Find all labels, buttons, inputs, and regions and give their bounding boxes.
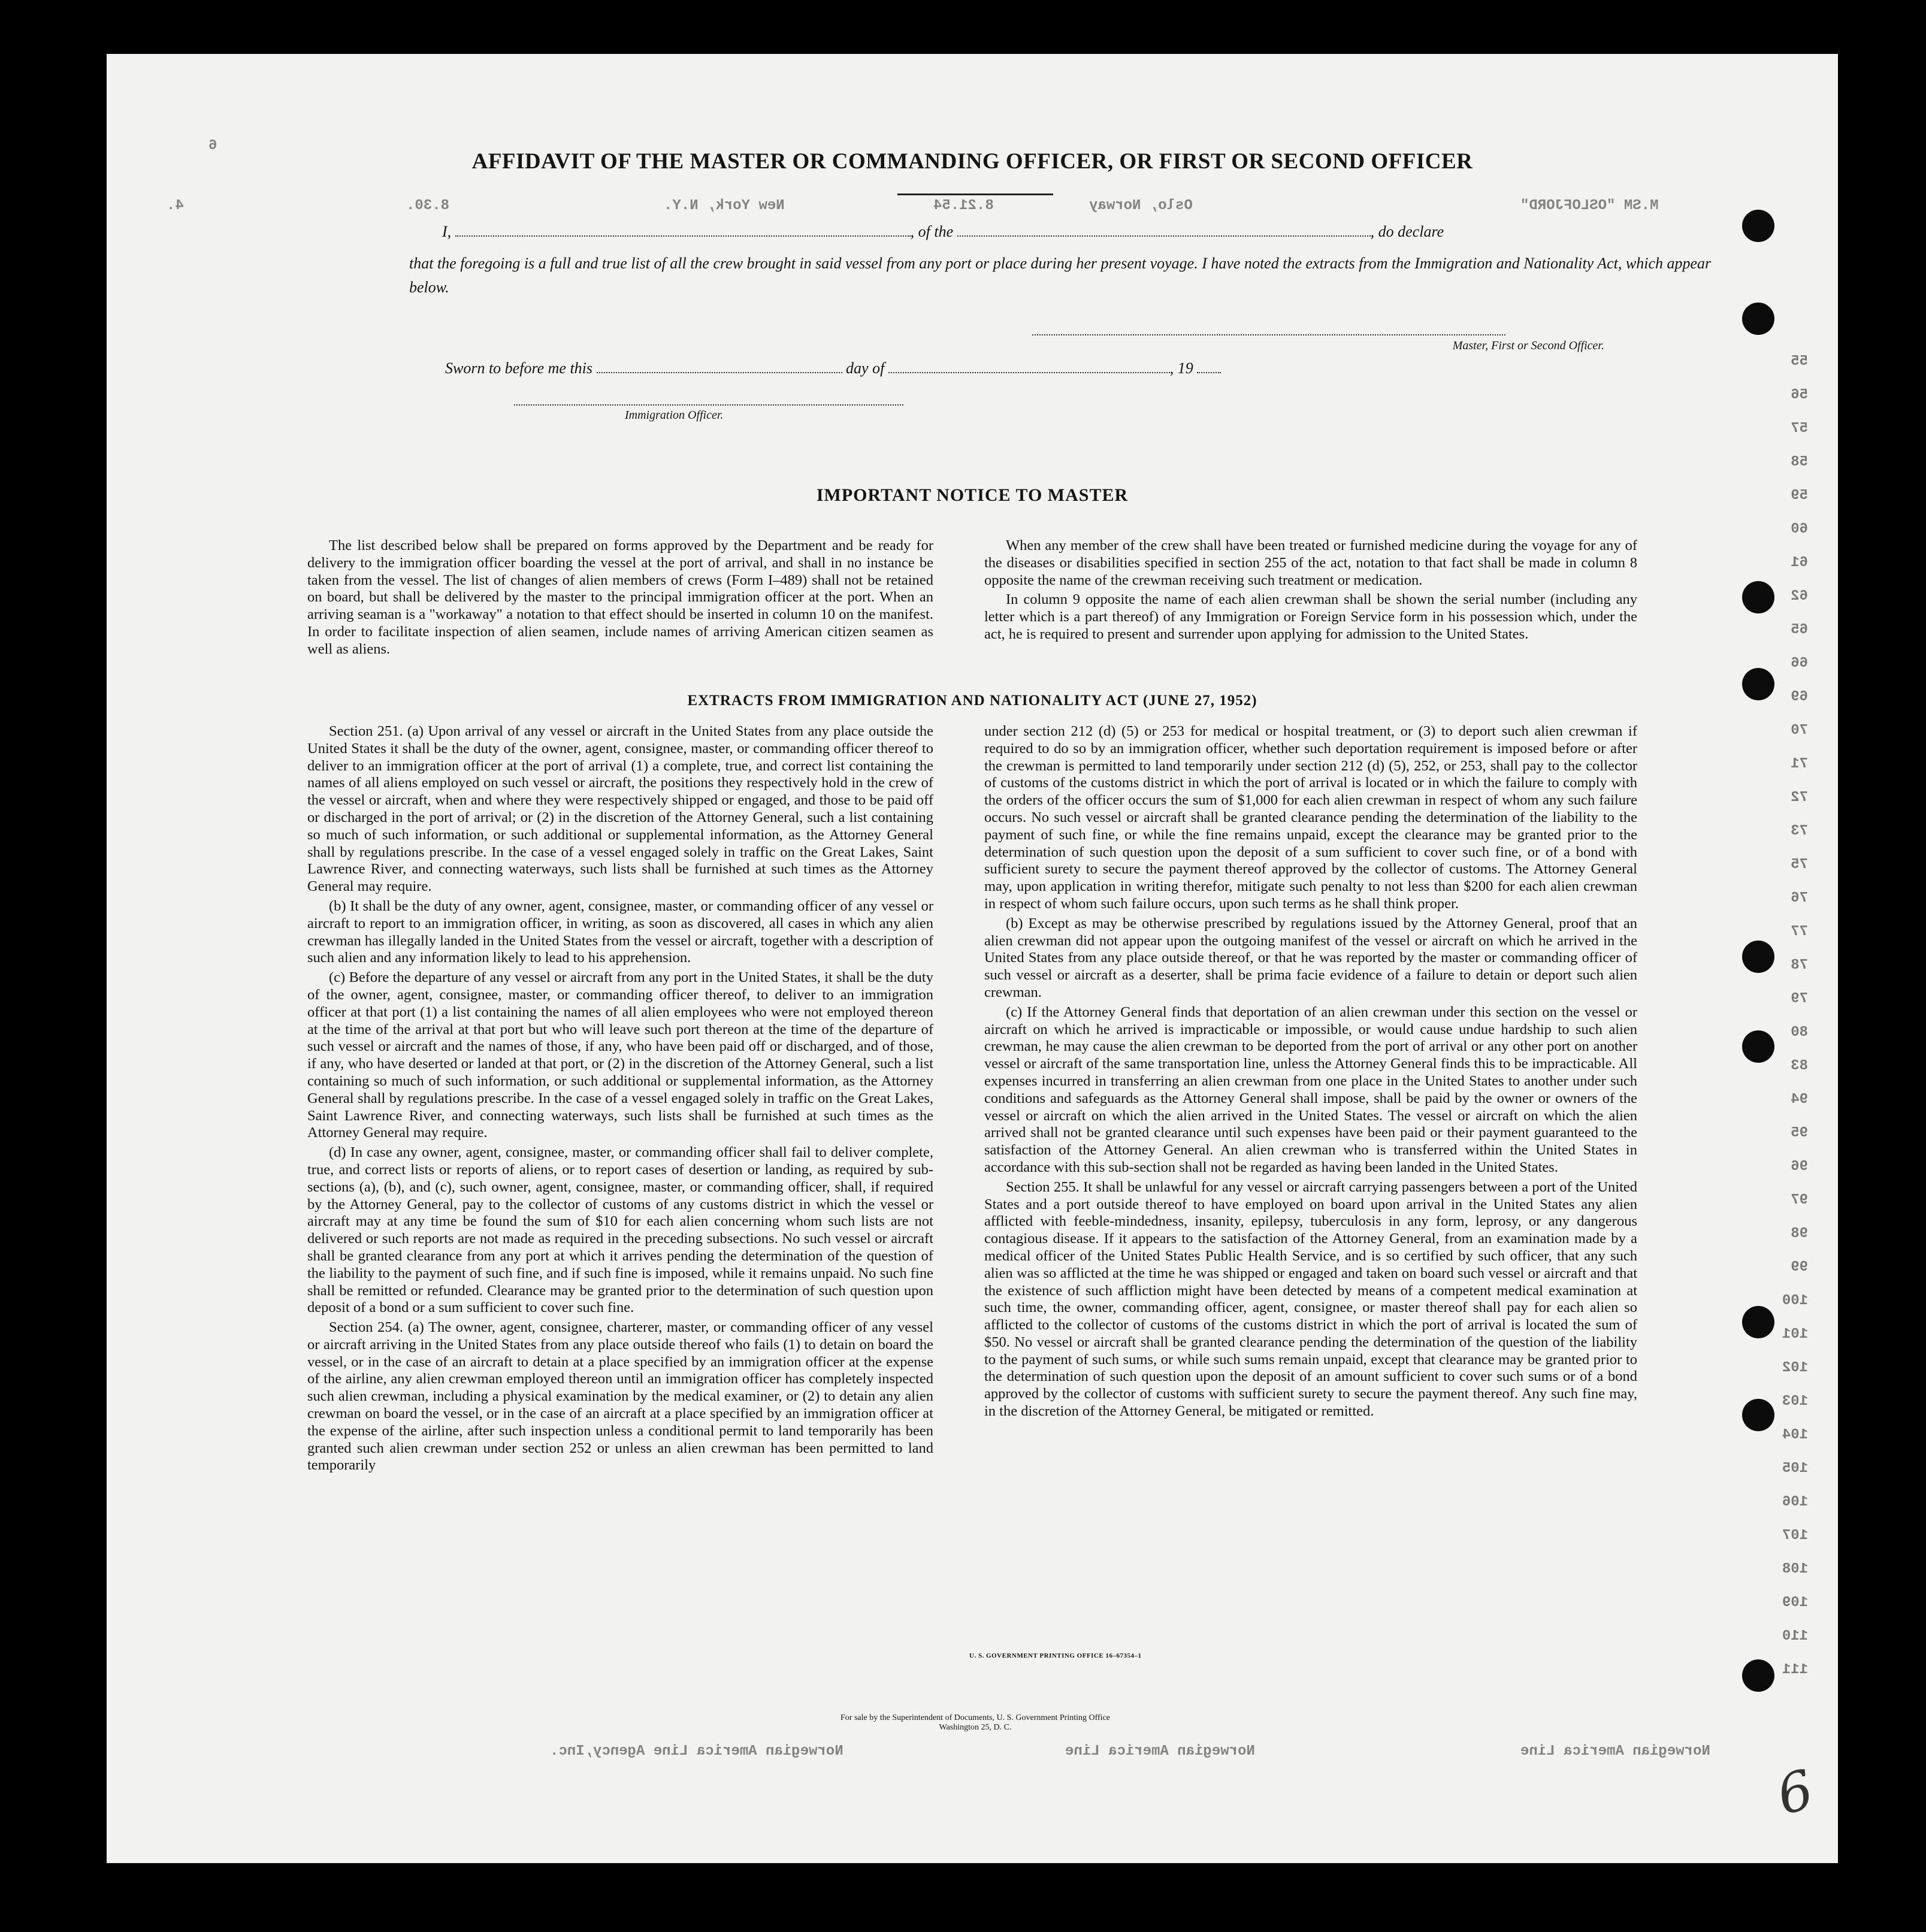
section-254-c: (c) If the Attorney General finds that deportation of an alien crewman under this section on the vessel or aircraft on which he arrived is impracticable or impossible, or would cause undue hardship to such alien crewman, he may cause the alien crewman to be deported from the port of arrival or any other port on another vessel or aircraft of the same transportation line, unless the Attorney General finds this to be impracticable. All expenses incurred in transferring an alien crewman from one place in the United States to another under such conditions and safeguards as the Attorney General shall impose, shall be paid by the owner or owners of the vessel or aircraft on which the alien arrived in the United States. The vessel or aircraft on which the alien arrived shall not be granted clearance until such expenses have been paid or their payment guaranteed to the satisfaction of the Attorney General. An alien crewman who is transferred within the United States in accordance with this sub-section shall not be regarded as having been landed in the United States. [984, 1003, 1637, 1175]
punch-hole [1742, 1399, 1774, 1431]
notice-paragraph: When any member of the crew shall have been treated or furnished medicine during the voyage for any of the diseases or disabilities specified in section 255 of the act, notation to that fact shall be made in column 8 opposite the name of the crewman receiving such treatment or medication. [984, 537, 1637, 588]
bleedthrough-port: Oslo, Norway [1089, 198, 1193, 214]
sworn-month-field[interactable] [888, 361, 1170, 373]
notice-paragraph: In column 9 opposite the name of each alien crewman shall be shown the serial number (including any letter which is a part thereof) of any Immigration or Foreign Service form in his possession which, under the act, he is required to present and surrender upon applying for admission to the United States. [984, 591, 1637, 642]
declaration-line [442, 223, 1760, 241]
punch-hole [1742, 303, 1774, 335]
sale-notice-line-2: Washington 25, D. C. [939, 1723, 1012, 1732]
printing-office-imprint: U. S. GOVERNMENT PRINTING OFFICE 16–67354–1 [969, 1652, 1142, 1659]
section-255: Section 255. It shall be unlawful for any vessel or aircraft carrying passengers between a port of the United States and a port outside thereof to have employed on board upon arrival in the United States any alien afflicted with feeble-mindedness, insanity, epilepsy, tuberculosis in any form, leprosy, or any dangerous contagious disease. If it appears to the satisfaction of the Attorney General, from an examination made by a medical officer of the United States Public Health Service, and is so certified by such officer, that any such alien was so afflicted at the time he was shipped or engaged and taken on board such vessel or aircraft and that the existence of such affliction might have been detected by means of a competent medical examination at such time, the owner, commanding officer, agent, consignee, or master thereof shall pay for each alien so afflicted to the collector of customs of the customs district in which the port of arrival is located the sum of $50. No vessel or aircraft shall be granted clearance pending the determination of the question of the liability to the payment of such sums, or while such sums remain unpaid, except that clearance may be granted prior to the determination of such question upon the deposit of an amount sufficient to cover such sums or of a bond approved by the collector of customs with sufficient surety to secure the payment thereof. Any such fine may, in the discretion of the Attorney General, be mitigated or remitted. [984, 1178, 1637, 1420]
bleedthrough-page-mark: 6 [208, 138, 217, 154]
punch-hole [1742, 1306, 1774, 1338]
section-251-c: (c) Before the departure of any vessel or aircraft from any port in the United States, it shall be the duty of the owner, agent, consignee, master, or commanding officer thereof, to deliver to an immigration officer at that port (1) a list containing the names of all alien employees who were not employed thereon at the time of the arrival at that port but who will leave such port thereon at the time of the departure of such vessel or aircraft and the names of those, if any, who have been paid off or discharged, and of those, if any, who have deserted or landed at that port, or (2) in the discretion of the Attorney General, such a list containing so much of such information, or such additional or supplemental information, as the Attorney General shall by regulations prescribe. In the case of a vessel engaged solely in traffic on the Great Lakes, Saint Lawrence River, and connecting waterways, such lists shall be furnished at such times as the Attorney General may require. [307, 969, 933, 1141]
section-251-b: (b) It shall be the duty of any owner, agent, consignee, master, or commanding officer of any vessel or aircraft to report to an immigration officer, in writing, as soon as discovered, all cases in which any alien crewman has illegally landed in the United States from the vessel or aircraft, together with a description of such alien and any information likely to lead to his apprehension. [307, 897, 933, 966]
bleedthrough-sheet: 4. [167, 198, 184, 214]
sworn-label: Sworn to before me this [445, 359, 593, 377]
extracts-left-column [307, 723, 933, 1474]
bleedthrough-footer-line-3: Norwegian America Line Agency,Inc. [550, 1743, 843, 1759]
title-rule [897, 193, 1053, 195]
section-254-b: (b) Except as may be otherwise prescribed by regulations issued by the Attorney General, proof that an alien crewman did not appear upon the outgoing manifest of the vessel or aircraft on which he arrived in the United States from any place outside thereof, or that he was reported by the master or commanding officer of such vessel or aircraft as a deserter, shall be prima facie evidence of a failure to detain or deport such alien crewman. [984, 915, 1637, 1000]
extracts-title: EXTRACTS FROM IMMIGRATION AND NATIONALITY ACT (JUNE 27, 1952) [687, 693, 1257, 709]
notice-right-column [984, 537, 1637, 643]
bleedthrough-footer-line-1: Norwegian America Line [1520, 1743, 1710, 1759]
section-251-a: Section 251. (a) Upon arrival of any vessel or aircraft in the United States from any place outside the United States it shall be the duty of the owner, agent, consignee, master, or commanding officer thereof to deliver to an immigration officer at the port of arrival (1) a complete, true, and correct list containing the names of all aliens employed on such vessel or aircraft, the positions they respectively hold in the crew of the vessel or aircraft, when and where they were respectively shipped or engaged, and those to be paid off or discharged in the port of arrival; or (2) in the discretion of the Attorney General, such a list containing so much of such information, or such additional or supplemental information, as the Attorney General shall by regulations prescribe. In the case of a vessel engaged solely in traffic on the Great Lakes, Saint Lawrence River, and connecting waterways, such lists shall be furnished at such times as the Attorney General may require. [307, 723, 933, 895]
immigration-officer-signature-line[interactable] [514, 404, 903, 406]
notice-paragraph: The list described below shall be prepared on forms approved by the Department and be ready for delivery to the immigration officer boarding the vessel at the port of arrival, and shall in no instance be taken from the vessel. The list of changes of alien members of crews (Form I–489) shall not be retained on board, but shall be delivered by the master to the principal immigration officer at the port. When an arriving seaman is a "workaway" a notation to that effect should be inserted in column 10 on the manifest. In order to facilitate inspection of alien seamen, include names of arriving American citizen seamen as well as aliens. [307, 537, 933, 657]
bleedthrough-arrival-date: 8.30. [406, 198, 450, 214]
declaration-i-label: I, [442, 223, 452, 240]
declaration-of-the-label: , of the [910, 223, 954, 240]
immigration-officer-caption: Immigration Officer. [625, 409, 724, 422]
bleedthrough-row-numbers: 55 56 57 58 59 60 61 62 65 66 69 70 71 72 73 75 76 77 78 79 80 83 94 95 96 97 98 99 100 101 102 103 104 105 106 107 108 109 110 111 [1782, 353, 1808, 1678]
section-254-a: Section 254. (a) The owner, agent, consignee, charterer, master, or commanding officer of any vessel or aircraft arriving in the United States from any place outside thereof who fails (1) to detain on board the vessel, or in the case of an aircraft to detain at a place specified by an immigration officer at the expense of the airline, any alien crewman employed thereon until an immigration officer has completely inspected such alien crewman, including a physical examination by the medical examiner, or (2) to detain any alien crewman on board the vessel, or in the case of an aircraft at a place specified by an immigration officer at the expense of the airline, after such inspection unless a conditional permit to land temporarily has been granted such alien crewman under section 252 or unless an alien crewman has been permitted to land temporarily [307, 1319, 933, 1474]
master-signature-caption: Master, First or Second Officer. [1452, 339, 1604, 352]
sworn-year-field[interactable] [1197, 361, 1221, 373]
day-of-label: day of [846, 359, 885, 377]
punch-hole [1742, 210, 1774, 242]
declaration-do-declare-label: , do declare [1370, 223, 1444, 240]
bleedthrough-ship-name: M.SM "OSLOFJORD" [1520, 198, 1659, 214]
punch-hole [1742, 581, 1774, 613]
affidavit-title: AFFIDAVIT OF THE MASTER OR COMMANDING OFFICER, OR FIRST OR SECOND OFFICER [471, 149, 1473, 174]
section-254-a-continued: under section 212 (d) (5) or 253 for medical or hospital treatment, or (3) to deport such alien crewman if required to do so by an immigration officer, whether such deportation requirement is imposed before or after the crewman is permitted to land temporarily under section 212 (d) (5), 252, or 253, shall pay to the collector of customs of the customs district in which the port of arrival is located or in which the failure to comply with the orders of the officer occurs the sum of $1,000 for each alien crewman in respect of whom any such failure occurs. No such vessel or aircraft shall be granted clearance pending the determination of the liability to the payment of such fine, or while the fine remains unpaid, except the clearance may be granted prior to the determination of such question upon the deposit of a sum sufficient to cover such fine, or of a bond with sufficient surety to secure the payment thereof approved by the collector of customs. The Attorney General may, upon application in writing therefor, mitigate such penalty to not less than $200 for each alien crewman in respect of whom such failure occurs, upon such terms as he shall think proper. [984, 723, 1637, 912]
sworn-day-field[interactable] [597, 361, 842, 373]
master-signature-line[interactable] [1032, 334, 1505, 335]
punch-hole [1742, 941, 1774, 973]
extracts-right-column [984, 723, 1637, 1420]
year-label: , 19 [1169, 359, 1193, 377]
punch-hole [1742, 668, 1774, 700]
sale-notice [706, 1713, 1245, 1733]
notice-left-column [307, 537, 933, 658]
vessel-name-field[interactable] [957, 223, 1371, 237]
master-name-field[interactable] [455, 223, 911, 237]
bleedthrough-footer-line-2: Norwegian America Line [1065, 1743, 1255, 1759]
sworn-line [445, 359, 1221, 377]
affidavit-statement: that the foregoing is a full and true list of all the crew brought in said vessel from any port or place during her present voyage. I have noted the extracts from the Immigration and Nationality Act, which appear below. [409, 255, 1712, 296]
bleedthrough-date: 8.21.54 [933, 198, 994, 214]
notice-title: IMPORTANT NOTICE TO MASTER [816, 485, 1129, 505]
bleedthrough-arrival-port: New York, N.Y. [664, 198, 785, 214]
handwritten-page-number: 6 [1770, 1758, 1820, 1828]
document-page [107, 54, 1838, 1863]
punch-hole [1742, 1659, 1774, 1692]
section-251-d: (d) In case any owner, agent, consignee, master, or commanding officer shall fail to deliver complete, true, and correct lists or reports of aliens, or to report cases of desertion or landing, as required by sub-sections (a), (b), and (c), such owner, agent, consignee, master, or commanding officer, shall, if required by the Attorney General, pay to the collector of customs of any customs district in which the vessel or aircraft may at any time be found the sum of $10 for each alien concerning whom such lists are not delivered or such reports are not made as required in the preceding subsections. No such vessel or aircraft shall be granted clearance from any port at which it arrives pending the determination of the question of the liability to the payment of such fine, and if such fine is imposed, while it remains unpaid. No such fine shall be remitted or refunded. Clearance may be granted prior to the determination of such question upon deposit of a bond or a sum sufficient to cover such fine. [307, 1144, 933, 1316]
punch-hole [1742, 1030, 1774, 1063]
sale-notice-line-1: For sale by the Superintendent of Documents, U. S. Government Printing Office [840, 1713, 1110, 1722]
